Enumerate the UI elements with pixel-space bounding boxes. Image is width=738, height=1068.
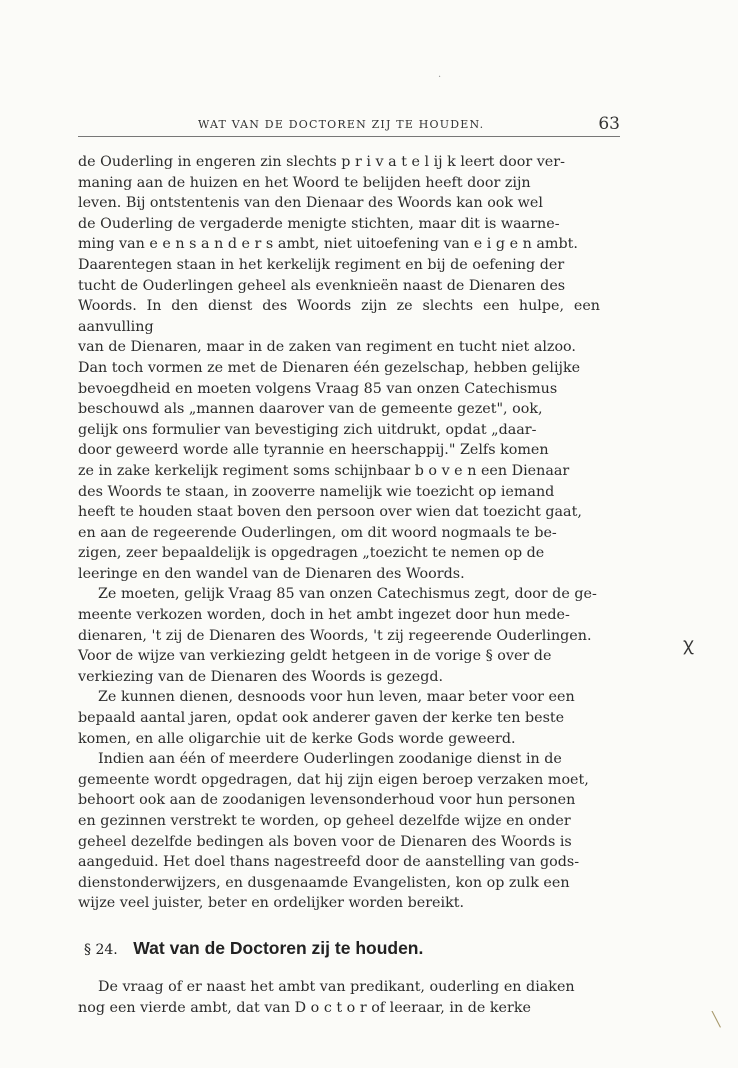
section-heading <box>84 938 600 959</box>
paragraph-3: Ze kunnen dienen, desnoods voor hun leven, maar beter voor een bepaald aantal jaren, opdat ook anderer gaven der kerke ten beste komen, en alle oligarchie uit de kerke Gods worde geweerd. <box>78 689 575 747</box>
page-number: 63 <box>598 114 620 134</box>
page-body <box>78 152 600 1018</box>
paragraph-1: de Ouderling in engeren zin slechts p r i v a t e l ij k leert door ver- maning aan de huizen en het Woord te belijden heeft door zijn leven. Bij ontstentenis van den Dienaar des Woords kan ook wel de Ouderling de vergaderde menigte stichten, maar dit is waarne- ming van e e n s a n d e r s ambt, niet uitoefening van e i g e n ambt. Daarentegen staan in het kerkelijk regiment en bij de oefening der tucht de Ouderlingen geheel als evenknieën naast de Dienaren des Woords. In den dienst des Woords zijn ze slechts een hulpe, een aanvulling van de Dienaren, maar in de zaken van regiment en tucht niet alzoo. Dan toch vormen ze met de Dienaren één gezelschap, hebben gelijke bevoegdheid en moeten volgens Vraag 85 van onzen Catechismus beschouwd als „mannen daarover van de gemeente gezet", ook, gelijk ons formulier van bevestiging zich uitdrukt, opdat „daar- door geweerd worde alle tyrannie en heerschappij." Zelfs komen ze in zake kerkelijk regiment soms schijnbaar b o v e n een Dienaar des Woords te staan, in zooverre namelijk wie toezicht op iemand heeft te houden staat boven den persoon over wien dat toezicht gaat, en aan de regeerende Ouderlingen, om dit woord nogmaals te be- zigen, zeer bepaaldelijk is opgedragen „toezicht te nemen op de leeringe en den wandel van de Dienaren des Woords. <box>78 154 600 582</box>
paragraph-4: Indien aan één of meerdere Ouderlingen zoodanige dienst in de gemeente wordt opgedragen, dat hij zijn eigen beroep verzaken moet, behoort ook aan de zoodanigen levensonderhoud voor hun personen en gezinnen verstrekt te worden, op geheel dezelfde wijze en onder geheel dezelfde bedingen als boven voor de Dienaren des Woords is aangeduid. Het doel thans nagestreefd door de aanstelling van gods- dienstonderwijzers, en dusgenaamde Evangelisten, kon op zulk een wijze veel juister, beter en ordelijker worden bereikt. <box>78 751 589 912</box>
corner-speck: ╲ <box>712 1012 721 1028</box>
paragraph-5: De vraag of er naast het ambt van predikant, ouderling en diaken nog een vierde ambt, dat van D o c t o r of leeraar, in de kerke <box>78 978 575 1016</box>
running-head: WAT VAN DE DOCTOREN ZIJ TE HOUDEN. <box>198 118 485 131</box>
page-speck: · <box>438 72 442 83</box>
margin-ornament: ꭓ <box>683 634 693 655</box>
page-header <box>78 116 620 138</box>
section-number: § 24. <box>84 941 118 958</box>
paragraph-2: Ze moeten, gelijk Vraag 85 van onzen Catechismus zegt, door de ge- meente verkozen worden, doch in het ambt ingezet door hun mede- dienaren, 't zij de Dienaren des Woords, 't zij regeerende Ouderlingen. Voor de wijze van verkiezing geldt hetgeen in de vorige § over de verkiezing van de Dienaren des Woords is gezegd. <box>78 586 597 685</box>
header-rule <box>78 136 620 137</box>
section-title: Wat van de Doctoren zij te houden. <box>133 937 424 958</box>
